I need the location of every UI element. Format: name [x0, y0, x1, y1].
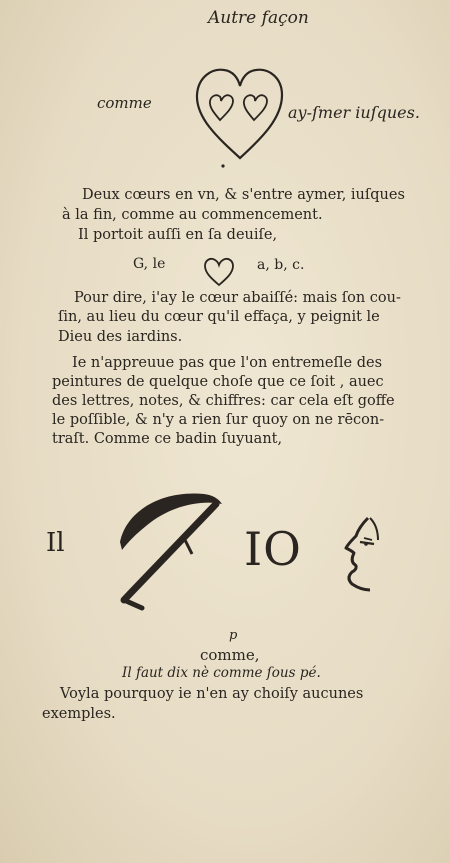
caption-small-letter: p [229, 628, 238, 643]
rebus-left-text: Il [46, 528, 65, 558]
emblem2-right-text: a, b, c. [257, 257, 305, 273]
text-line: Ie n'appreuue pas que l'on entremeſle des [72, 355, 383, 371]
text-line: à la fin, comme au commencement. [62, 207, 323, 223]
text-line: exemples. [42, 706, 116, 722]
emblem2-left-text: G, le [133, 256, 166, 272]
text-line: des lettres, notes, & chiffres: car cela eſt goffe [52, 393, 395, 409]
caption-italic-line: Il faut dix nè comme ſous pé. [122, 665, 321, 681]
text-line: peintures de quelque choſe que ce ſoit , auec [52, 374, 384, 390]
emblem1-left-word: comme [97, 94, 152, 112]
text-line: Voyla pourquoy ie n'en ay choiſy aucunes [60, 686, 364, 702]
scythe-icon [112, 482, 242, 612]
paragraph-4 [42, 686, 432, 728]
text-line: Deux cœurs en vn, & s'entre aymer, iuſques [82, 187, 405, 203]
face-profile-icon [334, 514, 384, 594]
large-heart-icon [190, 62, 290, 170]
emblem1-right-text: ay-ſmer iuſques. [288, 103, 420, 122]
text-line: Dieu des iardins. [58, 329, 183, 345]
caption-comme: comme, [200, 646, 260, 664]
text-line: le poſſible, & n'y a rien ſur quoy on ne rēcon- [52, 412, 385, 428]
running-title: Autre façon [208, 8, 309, 28]
rebus-middle-text: IO [244, 522, 302, 576]
heart-icon [203, 257, 235, 287]
text-line: Il portoit auſſi en ſa deuiſe, [78, 227, 278, 243]
text-line: traſt. Comme ce badin ſuyuant, [52, 431, 283, 447]
paragraph-2 [58, 290, 432, 352]
text-line: Pour dire, i'ay le cœur abaiſſé: mais ſon cou- [74, 290, 401, 306]
paragraph-1 [62, 187, 432, 249]
text-line: ſin, au lieu du cœur qu'il effaça, y peignit le [58, 309, 380, 325]
paragraph-3 [52, 355, 432, 455]
